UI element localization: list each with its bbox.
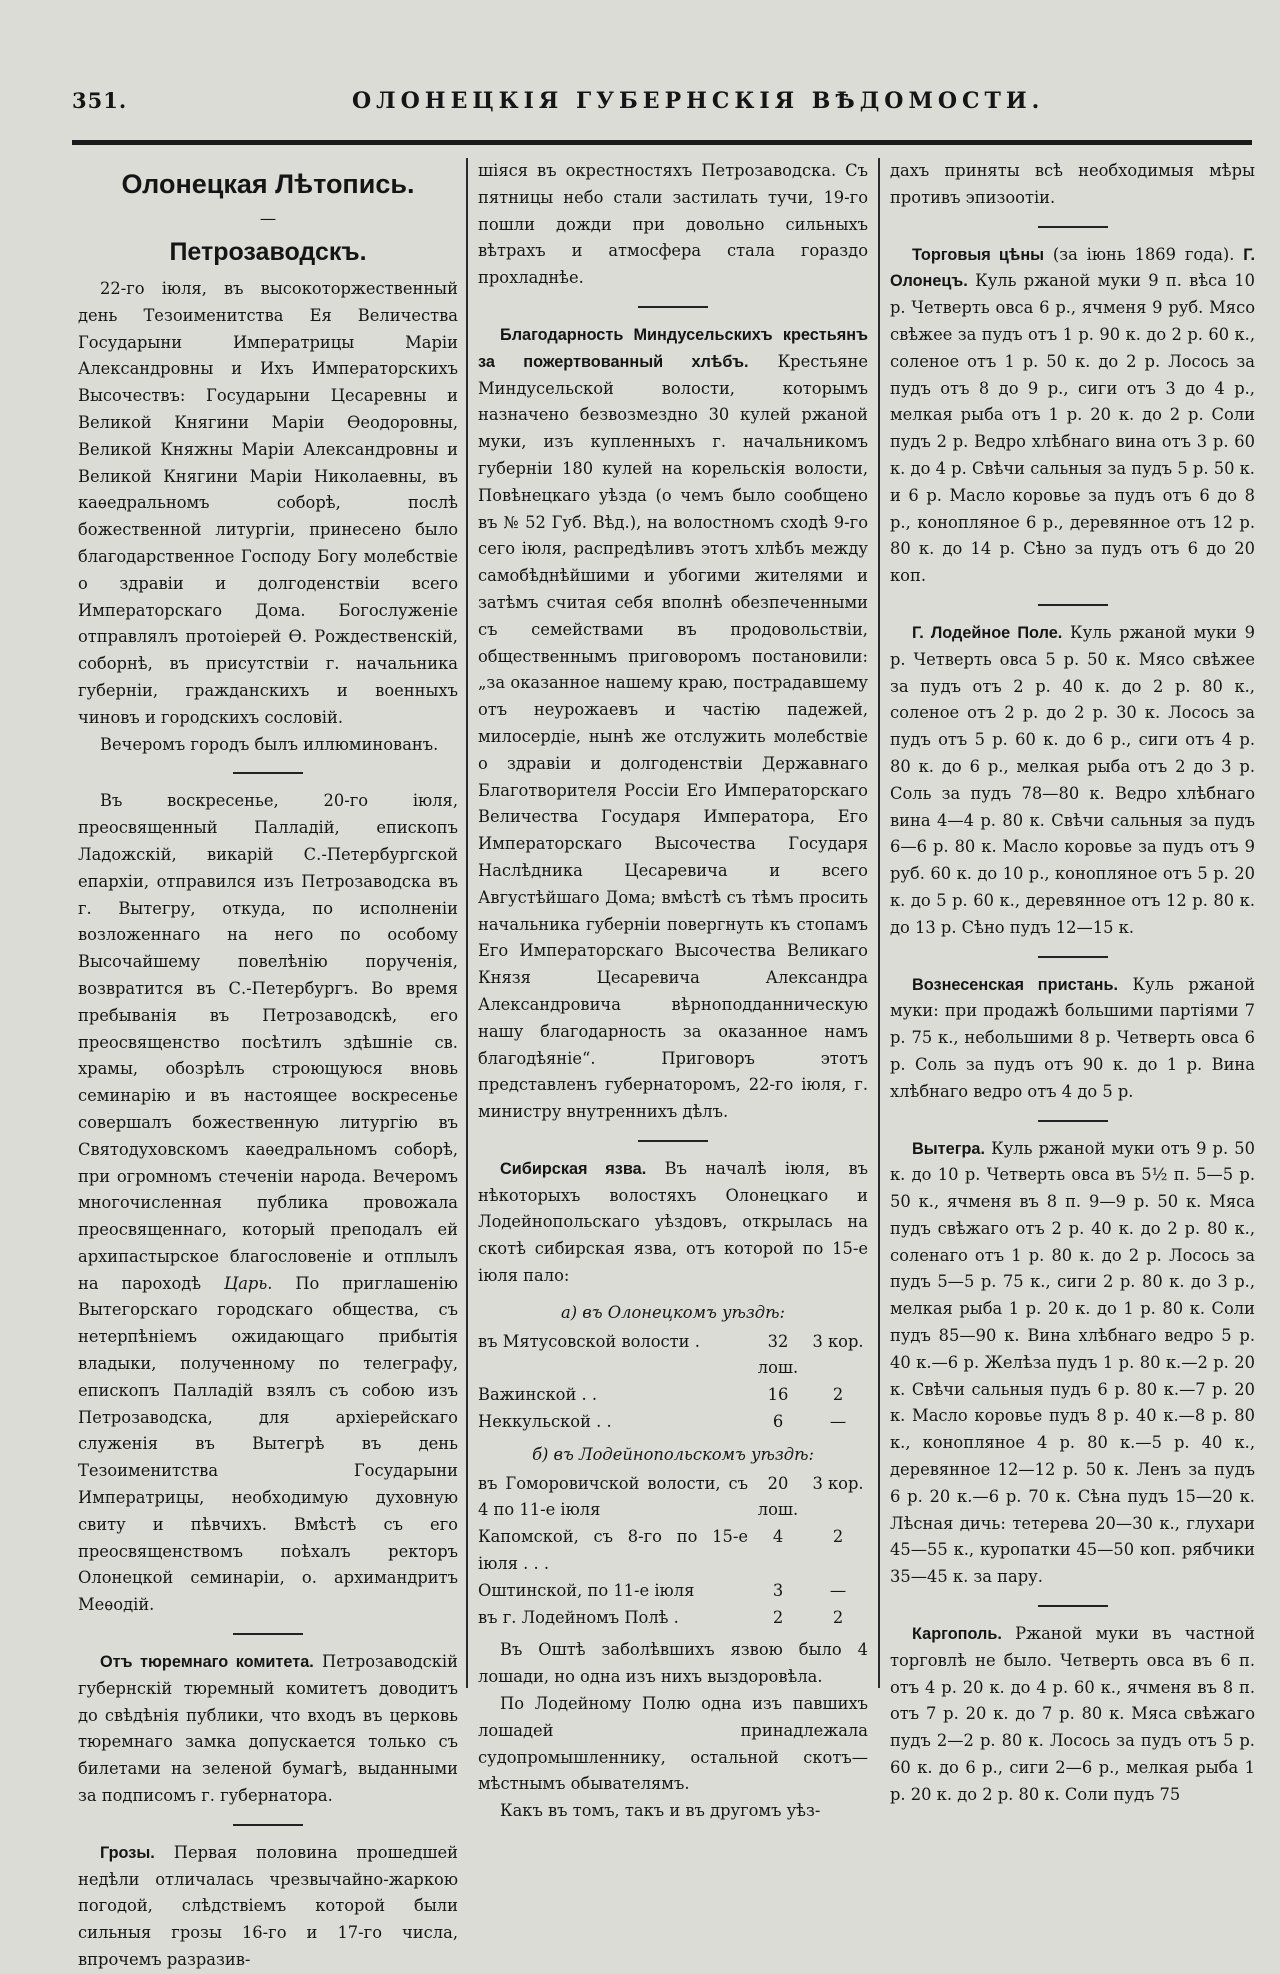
prison-committee-text: Петрозаводскій губернскій тюремный комитетъ доводитъ до свѣдѣнія публики, что входъ въ церковь тюремнаго замка допускается только съ билетами на зеленой бумагѣ, выданными за подписомъ г. губернатора. — [78, 1652, 458, 1806]
place-cell: въ Гоморовичской волости, съ 4 по 11-е іюля — [478, 1473, 748, 1520]
table-row — [478, 1578, 868, 1605]
oshta-paragraph: Въ Оштѣ заболѣвшихъ язвою было 4 лошади, но одна изъ нихъ выздоровѣла. — [478, 1640, 868, 1687]
page-header — [72, 88, 1252, 128]
lodeynoe-prices: Куль ржаной муки 9 р. Четверть овса 5 р. 50 к. Мясо свѣжее за пудъ отъ 2 р. 40 к. до 2 р. 80 к., соленое отъ 2 р. до 2 р. 30 к. Лосось за пудъ отъ 5 р. 60 к. до 6 р., сиги отъ 4 р. 80 к. до 6 р., мелкая рыба отъ 2 до 3 р. Соль за пудъ 78—80 к. Ведро хлѣбнаго вина 4—4 р. 80 к. Свѣчи сальныя за пудъ 6—6 р. 80 к. Масло коровье за пудъ отъ 9 руб. 60 к. до 10 р., конопляное отъ 5 р. 20 к. до 5 р. 60 к., деревянное отъ 12 р. 80 к. до 13 р. Сѣно пудъ 12—15 к. — [890, 622, 1255, 937]
gratitude-paragraph — [478, 322, 868, 1126]
gratitude-heading: Благодарность Миндусельскихъ крестьянъ за пожертвованный хлѣбъ. — [478, 325, 868, 371]
voznesenye-prices: Куль ржаной муки: при продажѣ большими партіями 7 р. 75 к., небольшими 8 р. Четверть овса 6 р. Соль за пудъ отъ 90 к. до 1 р. Вина хлѣбнаго ведро отъ 4 до 5 р. — [890, 974, 1255, 1101]
horses-cell: 20 лош. — [757, 1473, 799, 1520]
voznesenye-heading: Вознесенская пристань. — [912, 975, 1119, 994]
cows-cell: — — [829, 1580, 847, 1600]
table-row — [478, 1382, 868, 1409]
cows-cell: — — [829, 1412, 847, 1432]
prices-period: (за іюнь 1869 года). — [1044, 244, 1244, 264]
anthrax-paragraph — [478, 1156, 868, 1290]
place-cell: Капомской, съ 8-го по 15-е іюля . . . — [478, 1527, 748, 1574]
separator — [233, 1824, 303, 1826]
name-day-paragraph: 22-го іюля, въ высокоторжественный день Тезоименитства Ея Величества Государыни Императрицы Маріи Александровны и Ихъ Императорскихъ Высочествъ: Государыни Цесаревны и Великой Княгини Маріи Ѳеодоровны, Великой Княжны Маріи Александровны и Великой Княгини Маріи Николаевны, въ каѳедральномъ соборѣ, послѣ божественной литургіи, принесено было благодарственное Господу Богу молебствіе о здравіи и долгоденствіи всего Императорскаго Дома. Богослуженіе отправлялъ протоіерей Ѳ. Рождественскій, соборнѣ, въ присутствіи г. начальника губерніи, гражданскихъ и военныхъ чиновъ и городскихъ сословій. — [78, 279, 458, 727]
column-2 — [478, 158, 868, 1825]
separator — [1038, 956, 1108, 958]
table-row — [478, 1409, 868, 1436]
olonets-prices: Куль ржаной муки 9 п. вѣса 10 р. Четверть овса 6 р., ячменя 9 руб. Мясо свѣжее за пудъ отъ 1 р. 90 к. до 2 р. 60 к., соленое отъ 1 р. 50 к. до 2 р. Лосось за пудъ отъ 8 до 9 р., сиги отъ 3 до 4 р., мелкая рыба отъ 1 р. 20 к. до 2 р. Соли пудъ 2 р. Ведро хлѣбнаго вина отъ 3 р. 60 к. до 4 р. Свѣчи сальныя за пудъ 5 р. 50 к. и 6 р. Масло коровье за пудъ отъ 6 до 8 р., конопляное 6 р., деревянное отъ 12 р. 80 к. до 14 р. Сѣно за пудъ отъ 6 до 20 коп. — [890, 271, 1255, 586]
running-title: ОЛОНЕЦКІЯ ГУБЕРНСКІЯ ВѢДОМОСТИ. — [352, 88, 1045, 114]
lodeynoe-table-caption: б) въ Лодейнопольскомъ уѣздѣ: — [532, 1444, 814, 1464]
separator — [638, 306, 708, 308]
header-rule — [72, 140, 1252, 145]
table-row — [478, 1329, 868, 1383]
cows-cell: 2 — [832, 1385, 844, 1405]
prison-committee-heading: Отъ тюремнаго комитета. — [100, 1653, 314, 1672]
section-title: Олонецкая Лѣтопись. — [121, 169, 415, 199]
lodeynoe-heading: Г. Лодейное Поле. — [912, 623, 1063, 642]
separator — [233, 1633, 303, 1635]
horses-cell: 6 — [772, 1412, 784, 1432]
column-3 — [890, 158, 1255, 1809]
vytegra-heading: Вытегра. — [912, 1139, 985, 1158]
separator — [1038, 226, 1108, 228]
olonets-losses-table — [478, 1329, 868, 1436]
lodeynoe-paragraph: По Лодейному Полю одна изъ павшихъ лошадей принадлежала судопромышленнику, остальной скотъ—мѣстнымъ обывателямъ. — [478, 1694, 868, 1794]
place-cell: въ Мятусовской волости . — [478, 1331, 700, 1351]
olonets-heading: Г. Олонецъ. — [890, 245, 1255, 291]
gratitude-text: Крестьяне Миндусельской волости, которымъ назначено безвозмездно 30 кулей ржаной муки, изъ купленныхъ г. начальникомъ губерніи 180 кулей на корельскія волости, Повѣнецкаго уѣзда (о чемъ было сообщено въ № 52 Губ. Вѣд.), на волостномъ сходѣ 9-го сего іюля, распредѣливъ этотъ хлѣбъ между самобѣднѣйшими и убогими жителями и затѣмъ считая себя вполнѣ обезпеченными съ семействами въ продовольствіи, общественнымъ приговоромъ постановили: „за оказанное нашему краю, пострадавшему отъ неурожаевъ и частію падежей, милосердіе, нынѣ же отслужить молебствіе о здравіи и долгоденствіи Державнаго Благотворителя Россіи Его Императорскаго Величества Государя Императора, Его Императорскаго Высочества Государя Наслѣдника Цесаревича и всего Августѣйшаго Дома; вмѣстѣ съ тѣмъ просить начальника губерніи повергнуть къ стопамъ Его Императорскаго Высочества Великаго Князя Цесаревича Александра Александровича вѣрноподданническую нашу благодарность за оказанное намъ благодѣяніе“. Приговоръ этотъ представленъ губернаторомъ, 22-го іюля, г. министру внутреннихъ дѣлъ. — [478, 351, 868, 1122]
olonets-table-caption: а) въ Олонецкомъ уѣздѣ: — [561, 1302, 785, 1322]
table-row — [478, 1471, 868, 1525]
place-cell: Важинской . . — [478, 1385, 598, 1405]
horses-cell: 2 — [772, 1607, 784, 1627]
table-row — [478, 1524, 868, 1578]
ship-name: Царь — [224, 1273, 268, 1293]
separator — [1038, 1120, 1108, 1122]
column-1 — [78, 158, 458, 1974]
column-divider-1 — [466, 158, 468, 1688]
place-cell: Оштинской, по 11-е іюля — [478, 1580, 695, 1600]
kargopol-prices: Ржаной муки въ частной торговлѣ не было. Четверть овса въ 6 п. отъ 4 р. 20 к. до 4 р. 60 к., ячменя въ 8 п. отъ 7 р. 20 к. до 7 р. 80 к. Мяса свѣжаго пудъ 2—2 р. 80 к. Лосось за пудъ отъ 5 р. 60 к. до 6 р., сиги 2—6 р., мелкая рыба 1 р. 20 к. до 2 р. 80 к. Соли пудъ 75 — [890, 1624, 1255, 1804]
bishop-text-b: . По приглашенію Вытегорскаго городскаго общества, съ нетерпѣніемъ ожидающаго прибытія владыки, полученному по телеграфу, епископъ Палладій взялъ съ собою изъ Петрозаводска, для архіерейскаго служенія въ Вытегрѣ въ день Тезоименитства Государыни Императрицы, необходимую духовную свиту и пѣвчихъ. Вмѣстѣ съ его преосвященствомъ поѣхалъ ректоръ Олонецкой семинаріи, о. архимандритъ Меѳодій. — [78, 1273, 458, 1615]
measures-paragraph: Какъ въ томъ, такъ и въ другомъ уѣз- — [500, 1801, 821, 1821]
anthrax-text: Въ началѣ іюля, въ нѣкоторыхъ волостяхъ Олонецкаго и Лодейнопольскаго уѣздовъ, открылась на скотѣ сибирская язва, отъ которой по 15-е іюля пало: — [478, 1158, 868, 1286]
horses-cell: 4 — [772, 1527, 784, 1547]
page-number: 351. — [72, 88, 128, 113]
lodeynoe-losses-table — [478, 1471, 868, 1632]
storms-heading: Грозы. — [100, 1843, 155, 1862]
horses-cell: 3 — [772, 1580, 784, 1600]
measures-continued: дахъ приняты всѣ необходимыя мѣры противъ эпизоотіи. — [890, 161, 1255, 207]
separator — [1038, 1605, 1108, 1607]
separator — [638, 1140, 708, 1142]
place-cell: Неккульской . . — [478, 1412, 612, 1432]
prices-lodeynoe-paragraph — [890, 620, 1255, 942]
horses-cell: 16 — [767, 1385, 789, 1405]
kargopol-heading: Каргополь. — [912, 1625, 1002, 1644]
prices-voznesenye-paragraph — [890, 972, 1255, 1106]
horses-cell: 32 лош. — [757, 1331, 799, 1378]
column-divider-2 — [878, 158, 880, 1688]
cows-cell: 3 кор. — [812, 1473, 864, 1493]
bishop-paragraph — [78, 788, 458, 1619]
cows-cell: 2 — [832, 1527, 844, 1547]
prices-vytegra-paragraph — [890, 1136, 1255, 1592]
illumination-paragraph: Вечеромъ городъ былъ иллюминованъ. — [100, 734, 439, 754]
storms-paragraph — [78, 1840, 458, 1974]
place-cell: въ г. Лодейномъ Полѣ . — [478, 1607, 679, 1627]
table-row — [478, 1605, 868, 1632]
prices-heading: Торговыя цѣны — [912, 245, 1045, 264]
vytegra-prices: Куль ржаной муки отъ 9 р. 50 к. до 10 р. Четверть овса въ 5½ п. 5—5 р. 50 к., ячменя въ 8 п. 9—9 р. 50 к. Мяса пудъ свѣжаго отъ 2 р. 40 к. до 2 р. 80 к., соленаго отъ 1 р. 80 к. до 2 р. Лосось за пудъ 5—5 р. 75 к., сиги 2 р. 80 к. до 3 р., мелкая рыба 1 р. 20 к. до 1 р. 80 к. Соли пудъ 85—90 к. Вина хлѣбнаго ведро 5 р. 40 к.—6 р. Желѣза пудъ 1 р. 80 к.—2 р. 20 к. Свѣчи сальныя пудъ 6 р. 80 к.—7 р. 20 к. Масло коровье пудъ 8 р. 40 к.—8 р. 80 к., конопляное 4 р. 80 к.—5 р. 40 к., деревянное 12—12 р. 50 к. Ленъ за пудъ 6 р. 20 к.—6 р. 70 к. Сѣна пудъ 15—20 к. Лѣсная дичь: тетерева 20—30 к., глухари 45—55 к., куропатки 45—50 коп. рябчики 35—45 к. за пару. — [890, 1138, 1255, 1587]
prices-olonets-paragraph — [890, 242, 1255, 590]
anthrax-heading: Сибирская язва. — [500, 1159, 647, 1178]
separator — [233, 772, 303, 774]
bishop-text-a: Въ воскресенье, 20-го іюля, преосвященный Палладій, епископъ Ладожскій, викарій С.-Петербургской епархіи, отправился изъ Петрозаводска въ г. Вытегру, откуда, по исполненіи возложеннаго на него по особому Высочайшему повелѣнію порученія, возвратится въ С.-Петербургъ. Во время пребыванія въ Петрозаводскѣ, его преосвященство посѣтилъ здѣшніе св. храмы, обозрѣлъ строющуюся вновь семинарію и въ настоящее воскресенье совершалъ божественную литургію въ Святодуховскомъ каѳедральномъ соборѣ, при огромномъ стеченіи народа. Вечеромъ многочисленная публика провожала преосвященнаго, который преподалъ ей архипастырское благословеніе и отплылъ на пароходѣ — [78, 791, 458, 1293]
cows-cell: 3 кор. — [812, 1331, 864, 1351]
city-heading: Петрозаводскъ. — [169, 238, 367, 266]
storms-continued: шіяся въ окрестностяхъ Петрозаводска. Съ пятницы небо стали застилать тучи, 19-го пошли дожди при довольно сильныхъ вѣтрахъ и атмосфера стала гораздо прохладнѣе. — [478, 161, 868, 288]
prison-committee-paragraph — [78, 1649, 458, 1810]
prices-kargopol-paragraph — [890, 1621, 1255, 1809]
separator — [1038, 604, 1108, 606]
title-dash: — — [259, 209, 277, 228]
cows-cell: 2 — [832, 1607, 844, 1627]
storms-text: Первая половина прошедшей недѣли отличалась чрезвычайно-жаркою погодой, слѣдствіемъ которой были сильныя грозы 16-го и 17-го числа, впрочемъ разразив- — [78, 1842, 458, 1970]
